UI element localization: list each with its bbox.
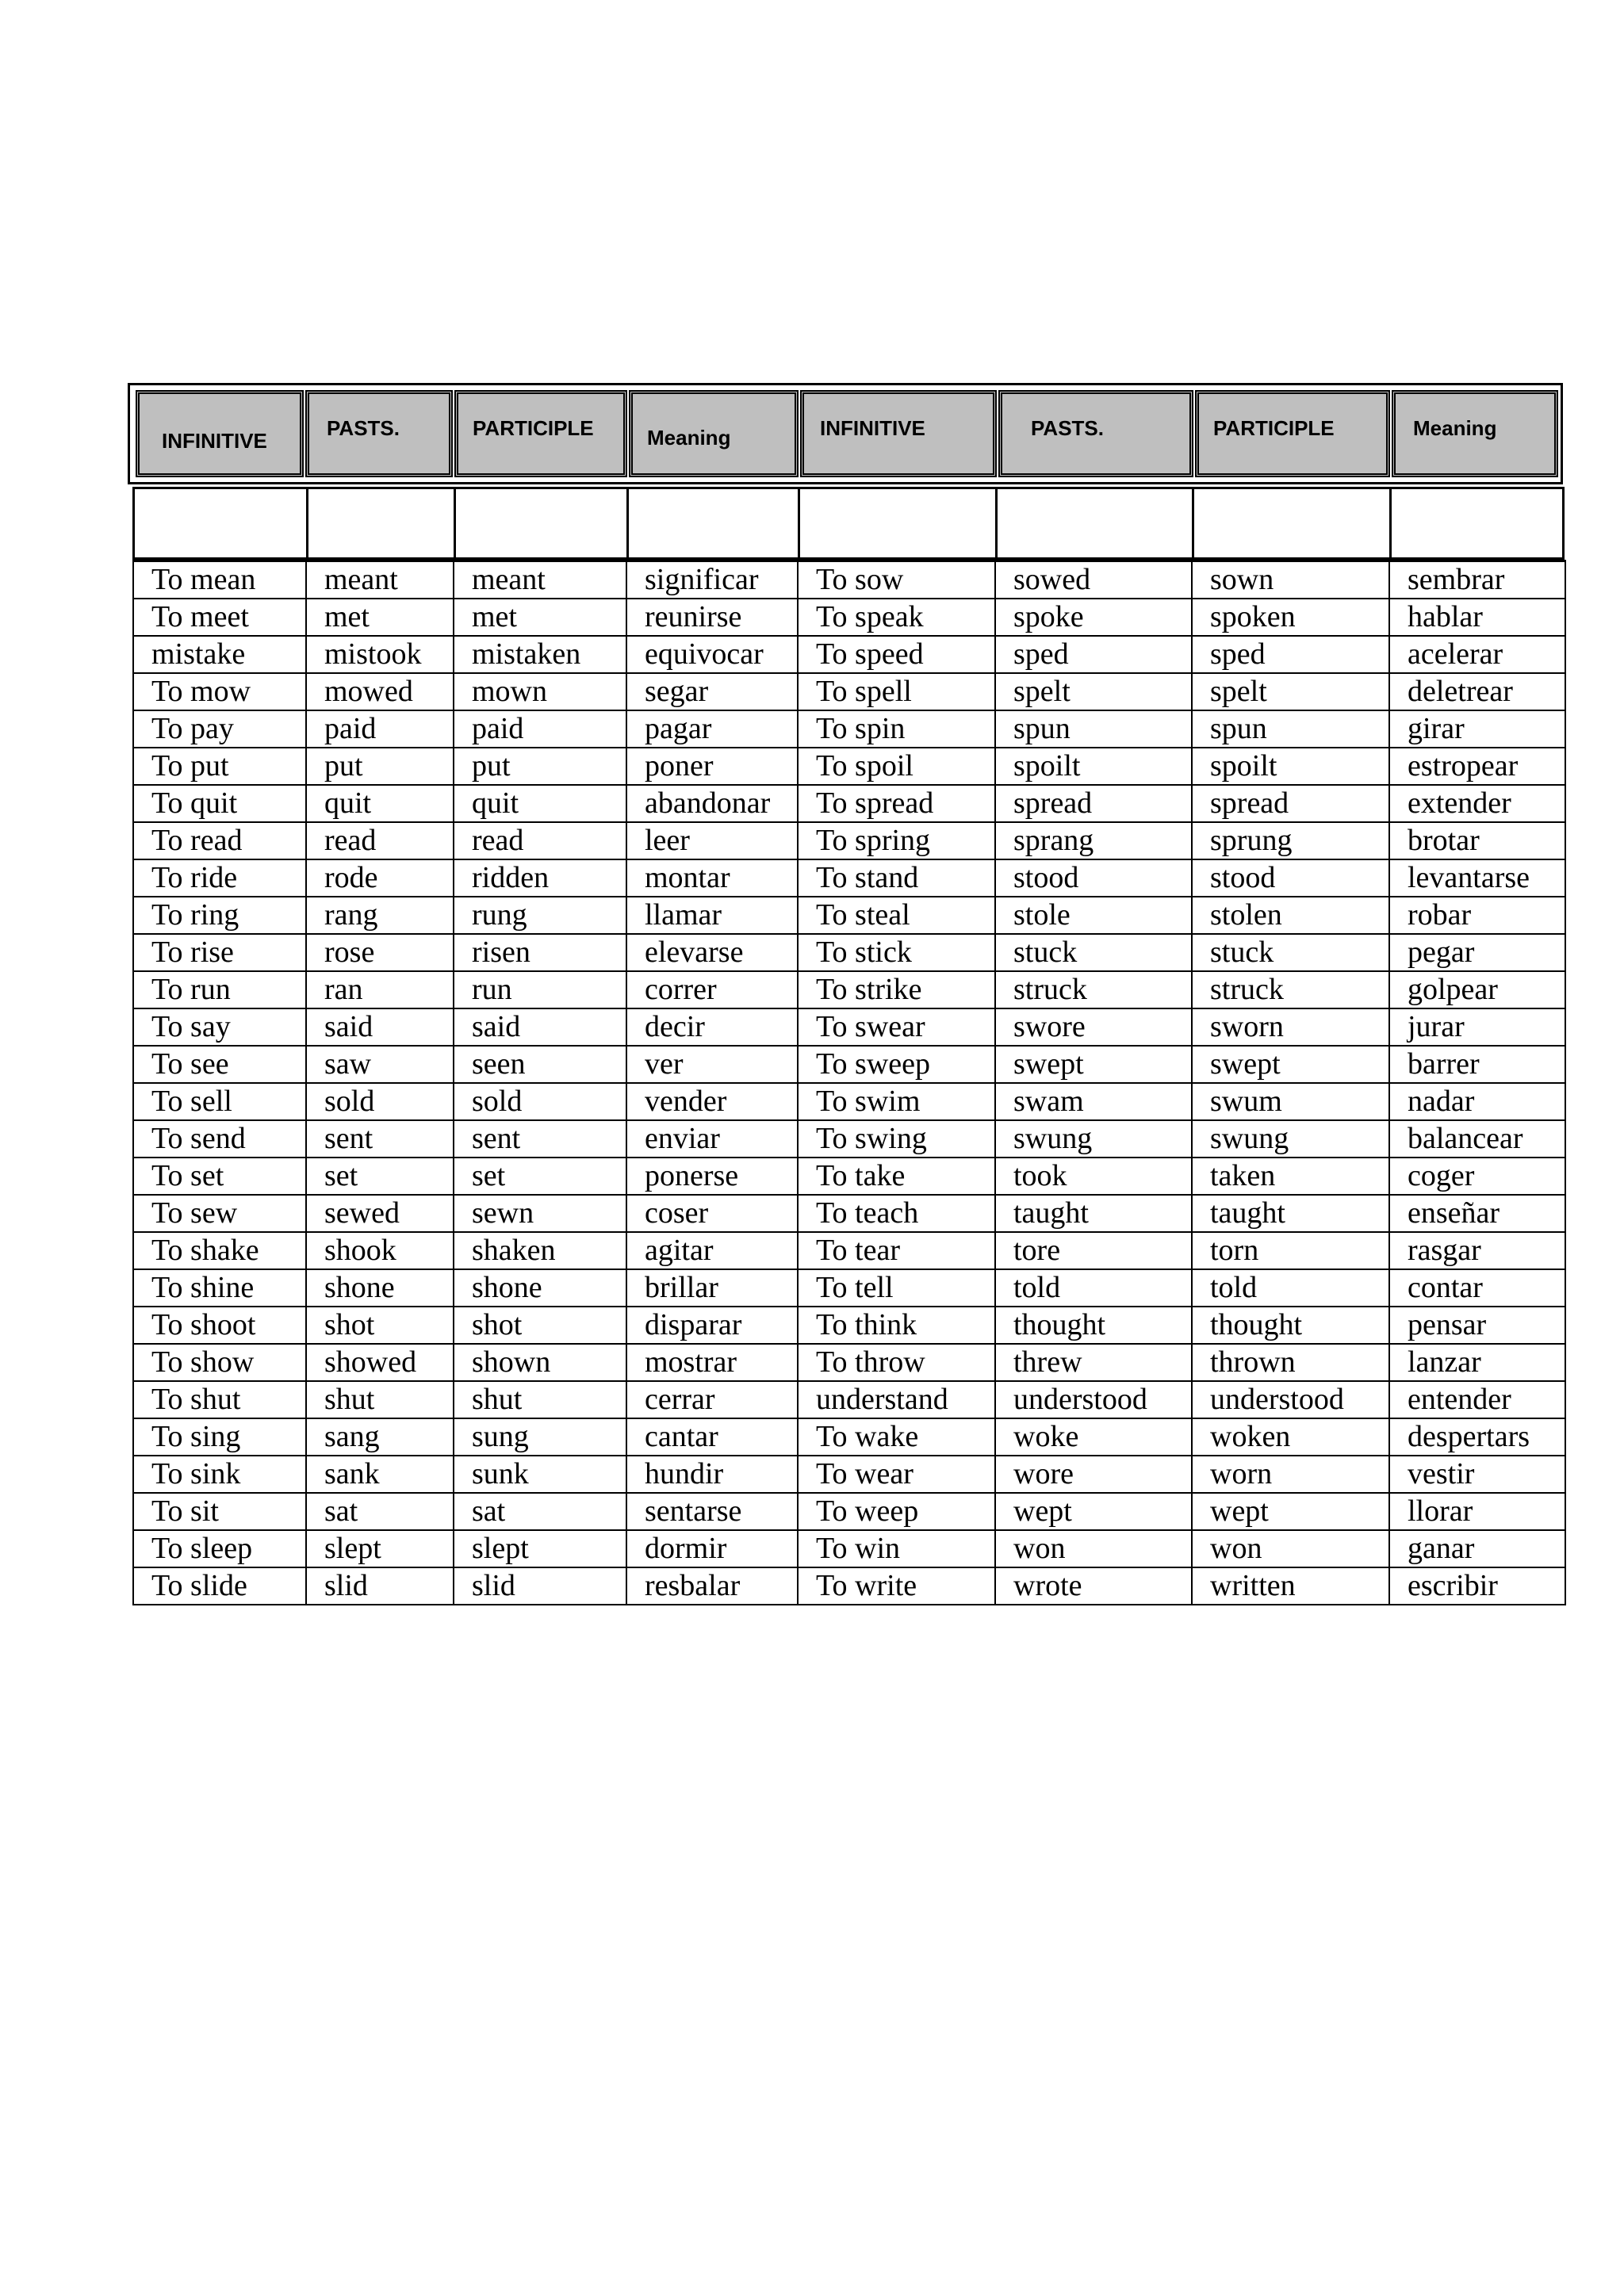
cell-infinitive: To swear [798,1008,995,1046]
cell-past: sank [306,1456,454,1493]
cell-past: showed [306,1344,454,1381]
header-pasts-2 [998,390,1193,477]
cell-participle: swum [1192,1083,1389,1120]
cell-meaning: brotar [1389,822,1565,859]
cell-infinitive: To take [798,1158,995,1195]
cell-participle: struck [1192,971,1389,1008]
cell-participle: sewn [454,1195,626,1232]
table-row [133,1083,1565,1120]
column-divider [798,489,800,557]
cell-past: threw [995,1344,1192,1381]
cell-infinitive: To win [798,1530,995,1567]
cell-meaning: acelerar [1389,636,1565,673]
cell-infinitive: To write [798,1567,995,1605]
cell-meaning: llorar [1389,1493,1565,1530]
cell-meaning: levantarse [1389,859,1565,897]
cell-participle: spun [1192,710,1389,748]
cell-past: ran [306,971,454,1008]
cell-infinitive: To rise [133,934,306,971]
table-row [133,897,1565,934]
cell-meaning: jurar [1389,1008,1565,1046]
cell-meaning: estropear [1389,748,1565,785]
cell-past: understood [995,1381,1192,1418]
cell-meaning: segar [626,673,798,710]
cell-infinitive: To sit [133,1493,306,1530]
cell-past: spelt [995,673,1192,710]
cell-infinitive: To run [133,971,306,1008]
header-meaning-2 [1392,390,1558,477]
cell-infinitive: mistake [133,636,306,673]
cell-past: sowed [995,561,1192,599]
cell-participle: said [454,1008,626,1046]
cell-infinitive: To tear [798,1232,995,1269]
table-row [133,1567,1565,1605]
cell-participle: won [1192,1530,1389,1567]
empty-row [132,487,1565,560]
table-row [133,1493,1565,1530]
header-participle-2 [1195,390,1390,477]
cell-participle: mown [454,673,626,710]
table-row [133,710,1565,748]
cell-meaning: abandonar [626,785,798,822]
cell-meaning: elevarse [626,934,798,971]
cell-past: spoke [995,599,1192,636]
cell-past: stuck [995,934,1192,971]
cell-participle: wept [1192,1493,1389,1530]
cell-infinitive: To sweep [798,1046,995,1083]
cell-past: shook [306,1232,454,1269]
cell-participle: taken [1192,1158,1389,1195]
cell-participle: sown [1192,561,1389,599]
cell-participle: sat [454,1493,626,1530]
cell-past: rang [306,897,454,934]
cell-meaning: sentarse [626,1493,798,1530]
cell-participle: spelt [1192,673,1389,710]
cell-infinitive: To spell [798,673,995,710]
cell-past: rose [306,934,454,971]
cell-infinitive: To spoil [798,748,995,785]
cell-participle: swung [1192,1120,1389,1158]
cell-meaning: girar [1389,710,1565,748]
cell-past: mistook [306,636,454,673]
cell-infinitive: To say [133,1008,306,1046]
cell-past: swam [995,1083,1192,1120]
cell-past: said [306,1008,454,1046]
cell-infinitive: To wake [798,1418,995,1456]
cell-past: spoilt [995,748,1192,785]
cell-past: set [306,1158,454,1195]
cell-infinitive: To spring [798,822,995,859]
cell-past: wept [995,1493,1192,1530]
cell-meaning: cerrar [626,1381,798,1418]
cell-meaning: hablar [1389,599,1565,636]
cell-infinitive: To swim [798,1083,995,1120]
cell-past: won [995,1530,1192,1567]
cell-infinitive: To send [133,1120,306,1158]
cell-past: swung [995,1120,1192,1158]
cell-past: quit [306,785,454,822]
header-label: Meaning [647,426,731,450]
cell-past: tore [995,1232,1192,1269]
cell-infinitive: To strike [798,971,995,1008]
cell-meaning: golpear [1389,971,1565,1008]
cell-infinitive: To read [133,822,306,859]
cell-infinitive: To spread [798,785,995,822]
cell-infinitive: To quit [133,785,306,822]
table-header [128,383,1563,484]
cell-infinitive: To see [133,1046,306,1083]
cell-meaning: pensar [1389,1307,1565,1344]
cell-meaning: coser [626,1195,798,1232]
header-label: INFINITIVE [162,429,267,453]
column-divider [626,489,629,557]
cell-past: sang [306,1418,454,1456]
table-row [133,1120,1565,1158]
cell-meaning: enseñar [1389,1195,1565,1232]
cell-participle: mistaken [454,636,626,673]
cell-infinitive: To sell [133,1083,306,1120]
cell-meaning: montar [626,859,798,897]
cell-infinitive: To mean [133,561,306,599]
cell-infinitive: To mow [133,673,306,710]
table-row [133,785,1565,822]
cell-meaning: ponerse [626,1158,798,1195]
cell-infinitive: understand [798,1381,995,1418]
cell-participle: thought [1192,1307,1389,1344]
cell-infinitive: To put [133,748,306,785]
table-row [133,748,1565,785]
cell-meaning: decir [626,1008,798,1046]
header-label: PASTS. [327,416,400,440]
table-row [133,1381,1565,1418]
cell-past: woke [995,1418,1192,1456]
cell-meaning: significar [626,561,798,599]
cell-participle: ridden [454,859,626,897]
cell-participle: spoken [1192,599,1389,636]
table-row [133,1158,1565,1195]
cell-meaning: rasgar [1389,1232,1565,1269]
cell-past: read [306,822,454,859]
cell-participle: shown [454,1344,626,1381]
cell-past: wrote [995,1567,1192,1605]
cell-past: slept [306,1530,454,1567]
header-label: Meaning [1413,416,1497,440]
table-row [133,561,1565,599]
cell-infinitive: To stick [798,934,995,971]
cell-meaning: deletrear [1389,673,1565,710]
cell-participle: paid [454,710,626,748]
cell-participle: stood [1192,859,1389,897]
cell-participle: sunk [454,1456,626,1493]
cell-past: sat [306,1493,454,1530]
table-row [133,599,1565,636]
header-meaning-1 [629,390,799,477]
cell-past: paid [306,710,454,748]
cell-participle: shut [454,1381,626,1418]
cell-meaning: vender [626,1083,798,1120]
cell-infinitive: To set [133,1158,306,1195]
cell-meaning: disparar [626,1307,798,1344]
cell-meaning: mostrar [626,1344,798,1381]
table-row [133,1232,1565,1269]
cell-participle: slid [454,1567,626,1605]
cell-meaning: extender [1389,785,1565,822]
cell-infinitive: To weep [798,1493,995,1530]
table-row [133,971,1565,1008]
cell-participle: stuck [1192,934,1389,971]
header-participle-1 [454,390,627,477]
table-body [133,561,1565,1605]
cell-past: sold [306,1083,454,1120]
cell-past: slid [306,1567,454,1605]
cell-meaning: cantar [626,1418,798,1456]
cell-participle: swept [1192,1046,1389,1083]
cell-past: spread [995,785,1192,822]
cell-meaning: robar [1389,897,1565,934]
cell-participle: read [454,822,626,859]
table-row [133,636,1565,673]
cell-past: thought [995,1307,1192,1344]
cell-participle: sped [1192,636,1389,673]
cell-infinitive: To ring [133,897,306,934]
cell-meaning: pegar [1389,934,1565,971]
cell-infinitive: To stand [798,859,995,897]
column-divider [1192,489,1194,557]
header-label: PARTICIPLE [473,416,594,440]
cell-participle: sung [454,1418,626,1456]
cell-infinitive: To tell [798,1269,995,1307]
cell-infinitive: To sleep [133,1530,306,1567]
cell-infinitive: To sing [133,1418,306,1456]
header-infinitive-2 [800,390,997,477]
cell-past: shone [306,1269,454,1307]
cell-infinitive: To spin [798,710,995,748]
cell-participle: woken [1192,1418,1389,1456]
cell-participle: sent [454,1120,626,1158]
cell-past: sewed [306,1195,454,1232]
table-row [133,859,1565,897]
cell-infinitive: To pay [133,710,306,748]
cell-past: sprang [995,822,1192,859]
cell-participle: understood [1192,1381,1389,1418]
cell-meaning: pagar [626,710,798,748]
table-row [133,1046,1565,1083]
cell-meaning: enviar [626,1120,798,1158]
cell-meaning: ganar [1389,1530,1565,1567]
cell-infinitive: To speak [798,599,995,636]
cell-participle: run [454,971,626,1008]
header-label: PASTS. [1031,416,1104,440]
table-row [133,934,1565,971]
header-label: PARTICIPLE [1213,416,1335,440]
cell-participle: thrown [1192,1344,1389,1381]
cell-past: wore [995,1456,1192,1493]
cell-participle: torn [1192,1232,1389,1269]
cell-meaning: entender [1389,1381,1565,1418]
cell-past: swore [995,1008,1192,1046]
column-divider [306,489,308,557]
cell-meaning: agitar [626,1232,798,1269]
cell-infinitive: To speed [798,636,995,673]
cell-participle: slept [454,1530,626,1567]
cell-infinitive: To shake [133,1232,306,1269]
cell-infinitive: To slide [133,1567,306,1605]
cell-meaning: balancear [1389,1120,1565,1158]
header-label: INFINITIVE [820,416,925,440]
cell-infinitive: To throw [798,1344,995,1381]
cell-infinitive: To teach [798,1195,995,1232]
cell-infinitive: To wear [798,1456,995,1493]
cell-past: meant [306,561,454,599]
header-infinitive-1 [136,390,304,477]
cell-infinitive: To ride [133,859,306,897]
table-row [133,673,1565,710]
cell-meaning: leer [626,822,798,859]
cell-participle: met [454,599,626,636]
cell-infinitive: To think [798,1307,995,1344]
cell-participle: set [454,1158,626,1195]
cell-meaning: dormir [626,1530,798,1567]
cell-past: stood [995,859,1192,897]
cell-participle: quit [454,785,626,822]
cell-meaning: llamar [626,897,798,934]
cell-infinitive: To shut [133,1381,306,1418]
table-row [133,1344,1565,1381]
cell-infinitive: To shine [133,1269,306,1307]
column-divider [454,489,456,557]
cell-meaning: coger [1389,1158,1565,1195]
cell-infinitive: To steal [798,897,995,934]
cell-participle: stolen [1192,897,1389,934]
cell-participle: told [1192,1269,1389,1307]
cell-participle: sold [454,1083,626,1120]
cell-meaning: poner [626,748,798,785]
cell-past: sped [995,636,1192,673]
cell-participle: spread [1192,785,1389,822]
column-divider [995,489,998,557]
cell-past: met [306,599,454,636]
cell-meaning: lanzar [1389,1344,1565,1381]
cell-participle: risen [454,934,626,971]
cell-infinitive: To show [133,1344,306,1381]
cell-meaning: vestir [1389,1456,1565,1493]
table-row [133,1008,1565,1046]
table-row [133,1269,1565,1307]
cell-past: stole [995,897,1192,934]
cell-past: rode [306,859,454,897]
cell-participle: shone [454,1269,626,1307]
table-row [133,1456,1565,1493]
cell-infinitive: To sink [133,1456,306,1493]
cell-meaning: equivocar [626,636,798,673]
cell-infinitive: To meet [133,599,306,636]
cell-meaning: resbalar [626,1567,798,1605]
cell-past: shut [306,1381,454,1418]
cell-past: put [306,748,454,785]
table-row [133,1307,1565,1344]
table-row [133,1195,1565,1232]
cell-infinitive: To sow [798,561,995,599]
cell-participle: seen [454,1046,626,1083]
cell-past: mowed [306,673,454,710]
cell-participle: shot [454,1307,626,1344]
table-row [133,1418,1565,1456]
verb-table [132,560,1566,1605]
cell-infinitive: To swing [798,1120,995,1158]
cell-participle: spoilt [1192,748,1389,785]
cell-participle: worn [1192,1456,1389,1493]
cell-meaning: hundir [626,1456,798,1493]
cell-participle: sworn [1192,1008,1389,1046]
table-row [133,1530,1565,1567]
cell-participle: taught [1192,1195,1389,1232]
cell-infinitive: To sew [133,1195,306,1232]
cell-meaning: reunirse [626,599,798,636]
cell-participle: written [1192,1567,1389,1605]
cell-past: shot [306,1307,454,1344]
cell-participle: sprung [1192,822,1389,859]
cell-meaning: correr [626,971,798,1008]
cell-past: sent [306,1120,454,1158]
cell-meaning: barrer [1389,1046,1565,1083]
header-pasts-1 [305,390,453,477]
table-row [133,822,1565,859]
cell-past: saw [306,1046,454,1083]
cell-past: told [995,1269,1192,1307]
column-divider [1389,489,1392,557]
cell-past: swept [995,1046,1192,1083]
cell-meaning: sembrar [1389,561,1565,599]
cell-past: spun [995,710,1192,748]
cell-participle: put [454,748,626,785]
cell-participle: rung [454,897,626,934]
cell-meaning: escribir [1389,1567,1565,1605]
cell-participle: meant [454,561,626,599]
cell-meaning: ver [626,1046,798,1083]
cell-meaning: despertars [1389,1418,1565,1456]
cell-past: struck [995,971,1192,1008]
cell-meaning: nadar [1389,1083,1565,1120]
cell-infinitive: To shoot [133,1307,306,1344]
cell-past: taught [995,1195,1192,1232]
cell-past: took [995,1158,1192,1195]
cell-meaning: contar [1389,1269,1565,1307]
cell-participle: shaken [454,1232,626,1269]
cell-meaning: brillar [626,1269,798,1307]
